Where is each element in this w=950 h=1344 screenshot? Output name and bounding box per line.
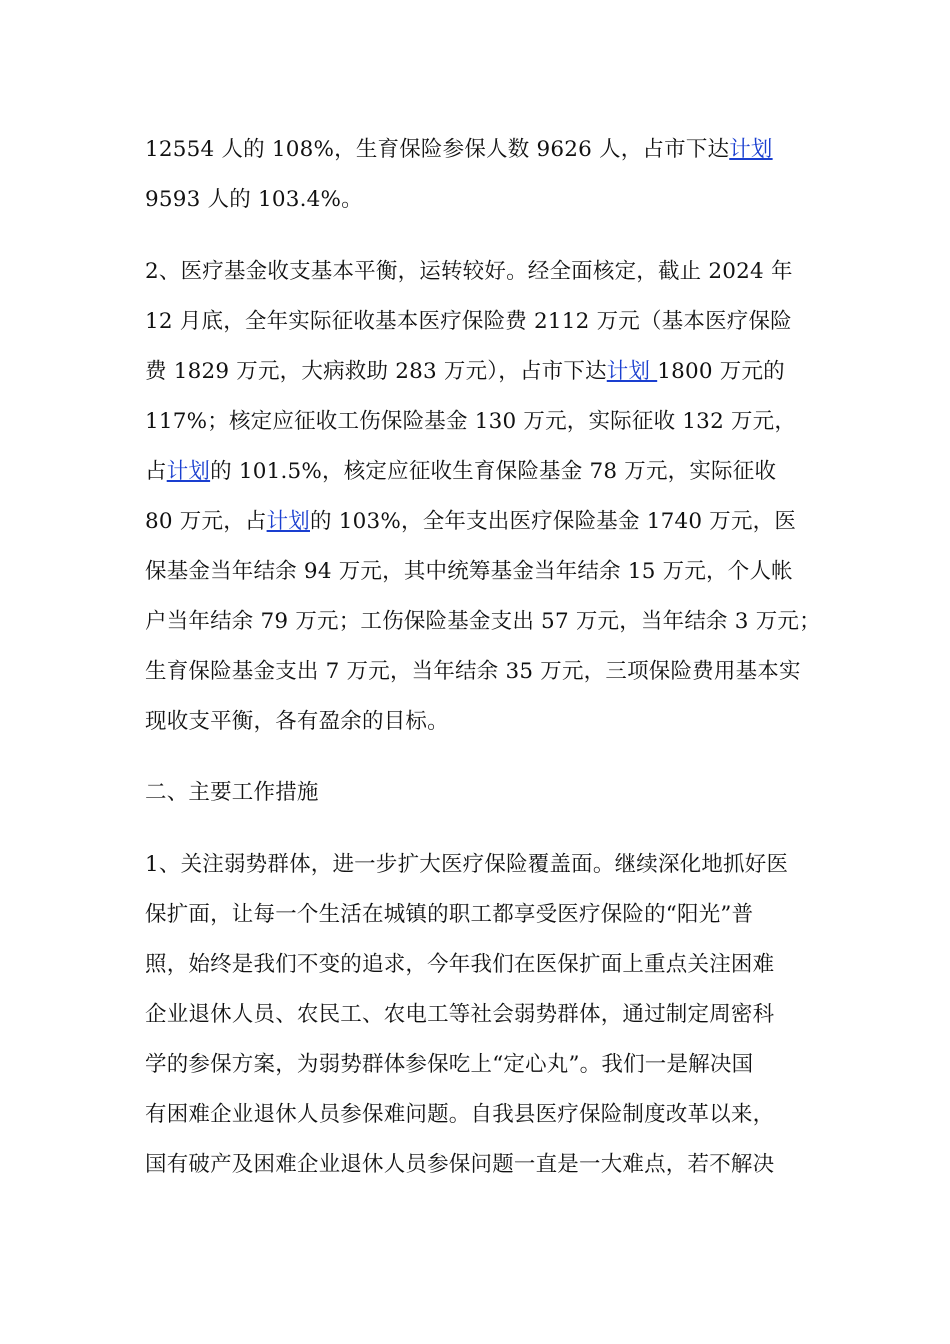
text-segment: 117%；核定应征收工伤保险基金 130 万元，实际征收 132 万元，: [145, 409, 797, 434]
text-line: [145, 597, 825, 647]
text-line: [145, 497, 825, 547]
text-line: [145, 940, 825, 990]
paragraph-fund-balance: [145, 247, 825, 747]
text-segment: 的 101.5%，核定应征收生育保险基金 78 万元，实际征收: [210, 459, 777, 484]
text-line: [145, 1140, 825, 1190]
text-line: [145, 768, 825, 818]
text-segment: 80 万元，占: [145, 509, 267, 534]
text-segment: 现收支平衡，各有盈余的目标。: [145, 709, 449, 734]
text-line: [145, 447, 825, 497]
text-line: [145, 297, 825, 347]
text-segment: 2、医疗基金收支基本平衡，运转较好。经全面核定，截止 2024 年: [145, 259, 793, 284]
text-segment: 的 103%，全年支出医疗保险基金 1740 万元，医: [310, 509, 797, 534]
text-segment: 保基金当年结余 94 万元，其中统筹基金当年结余 15 万元，个人帐: [145, 559, 793, 584]
text-line: [145, 175, 825, 225]
text-segment: 二、主要工作措施: [145, 780, 319, 805]
text-segment: 户当年结余 79 万元；工伤保险基金支出 57 万元，当年结余 3 万元；: [145, 609, 821, 634]
text-segment: 有困难企业退休人员参保难问题。自我县医疗保险制度改革以来，: [145, 1102, 775, 1127]
text-line: [145, 397, 825, 447]
text-segment: 生育保险基金支出 7 万元，当年结余 35 万元，三项保险费用基本实: [145, 659, 801, 684]
plan-link[interactable]: 计划: [729, 137, 773, 162]
plan-link[interactable]: 计划: [606, 359, 658, 384]
text-segment: 占: [145, 459, 167, 484]
text-line: [145, 247, 825, 297]
text-line: [145, 1090, 825, 1140]
text-segment: 照，始终是我们不变的追求，今年我们在医保扩面上重点关注困难: [145, 952, 775, 977]
text-line: [145, 125, 825, 175]
text-segment: 国有破产及困难企业退休人员参保问题一直是一大难点，若不解决: [145, 1152, 775, 1177]
text-segment: 12 月底，全年实际征收基本医疗保险费 2112 万元（基本医疗保险: [145, 309, 792, 334]
text-line: [145, 1040, 825, 1090]
text-line: [145, 647, 825, 697]
text-segment: 12554 人的 108%，生育保险参保人数 9626 人，占市下达: [145, 137, 730, 162]
text-line: [145, 547, 825, 597]
text-segment: 学的参保方案，为弱势群体参保吃上“定心丸”。我们一是解决国: [145, 1052, 754, 1077]
text-segment: 9593 人的 103.4%。: [145, 187, 363, 212]
plan-link[interactable]: 计划: [166, 459, 211, 484]
text-line: [145, 697, 825, 747]
text-segment: 1800 万元的: [657, 359, 785, 384]
plan-link[interactable]: 计划: [266, 509, 310, 534]
text-segment: 保扩面，让每一个生活在城镇的职工都享受医疗保险的“阳光”普: [145, 902, 754, 927]
section-heading-main-measures: [145, 768, 825, 818]
text-segment: 1、关注弱势群体，进一步扩大医疗保险覆盖面。继续深化地抓好医: [145, 852, 789, 877]
text-line: [145, 840, 825, 890]
text-line: [145, 890, 825, 940]
text-segment: 企业退休人员、农民工、农电工等社会弱势群体，通过制定周密科: [145, 1002, 775, 1027]
text-line: [145, 347, 825, 397]
text-line: [145, 990, 825, 1040]
text-segment: 费 1829 万元，大病救助 283 万元），占市下达: [145, 359, 607, 384]
paragraph-coverage-summary: [145, 125, 825, 225]
paragraph-vulnerable-groups: [145, 840, 825, 1190]
